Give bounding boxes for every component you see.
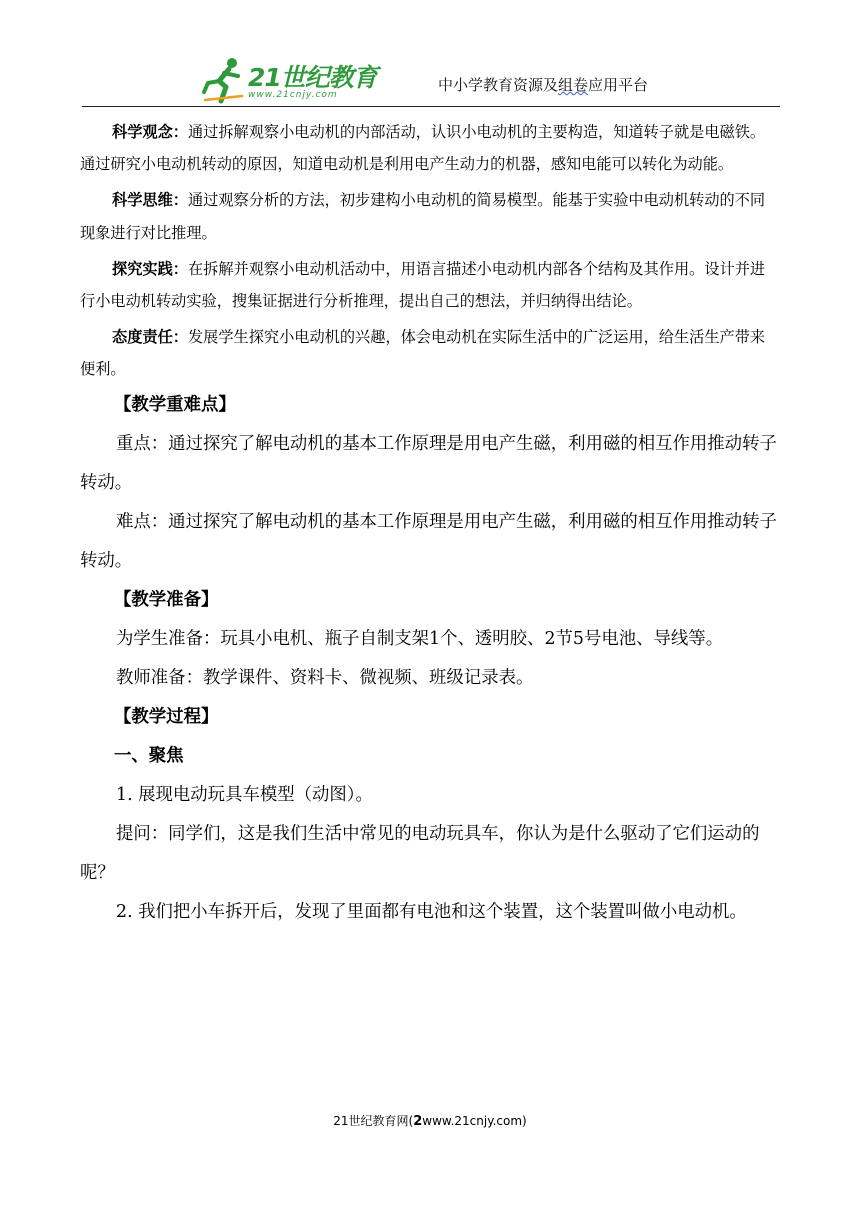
objective-science-thinking (80, 184, 780, 248)
objective-text: 在拆解并观察小电动机活动中，用语言描述小电动机内部各个结构及其作用。设计并进行小电动机转动实验，搜集证据进行分析推理，提出自己的想法，并归纳得出结论。 (80, 259, 766, 311)
document-body (80, 116, 780, 932)
heading-preparation: 【教学准备】 (114, 589, 219, 610)
heading-key-points: 【教学重难点】 (114, 394, 236, 415)
preparation-teacher: 教师准备：教学课件、资料卡、微视频、班级记录表。 (116, 667, 534, 688)
page-footer (0, 1112, 860, 1129)
footer-text-2: www.21cnjy.com) (422, 1114, 527, 1128)
tagline-part-1: 中小学教育资源及 (438, 76, 559, 94)
tagline-part-3: 应用平台 (588, 76, 649, 94)
objective-label: 科学思维： (112, 191, 188, 210)
process-item-1: 1. 展现电动玩具车模型（动图）。 (116, 784, 373, 805)
objective-inquiry-practice (80, 253, 780, 317)
objective-science-concept (80, 116, 780, 180)
running-figure-icon (202, 56, 246, 104)
objective-attitude (80, 321, 780, 385)
process-item-2: 2. 我们把小车拆开后，发现了里面都有电池和这个装置，这个装置叫做小电动机。 (116, 901, 747, 922)
preparation-students: 为学生准备：玩具小电机、瓶子自制支架1个、透明胶、2节5号电池、导线等。 (116, 628, 724, 649)
logo-title: 21世纪教育 (248, 63, 377, 92)
header-divider (82, 106, 780, 107)
tagline-part-2: 组卷 (558, 76, 589, 94)
header-tagline (438, 74, 648, 95)
objective-label: 态度责任： (112, 328, 188, 347)
key-point-focus: 重点：通过探究了解电动机的基本工作原理是用电产生磁，利用磁的相互作用推动转子转动。 (80, 433, 777, 493)
objective-text: 通过观察分析的方法，初步建构小电动机的简易模型。能基于实验中电动机转动的不同现象进行对比推理。 (80, 191, 766, 242)
page-header (82, 52, 780, 108)
objective-label: 探究实践： (112, 259, 188, 278)
objective-text: 通过拆解观察小电动机的内部活动，认识小电动机的主要构造，知道转子就是电磁铁。通过研究小电动机转动的原因，知道电动机是利用电产生动力的机器，感知电能可以转化为动能。 (80, 123, 766, 174)
key-point-difficulty: 难点：通过探究了解电动机的基本工作原理是用电产生磁，利用磁的相互作用推动转子转动。 (80, 511, 777, 571)
subheading-focus: 一、聚焦 (114, 745, 184, 766)
process-question: 提问：同学们，这是我们生活中常见的电动玩具车，你认为是什么驱动了它们运动的呢？ (80, 823, 760, 883)
objective-label: 科学观念： (112, 123, 188, 141)
logo-url: www.21cnjy.com (248, 90, 338, 100)
footer-text-1: 21世纪教育网( (333, 1114, 414, 1128)
logo (202, 52, 432, 106)
heading-process: 【教学过程】 (114, 706, 219, 727)
objective-text: 发展学生探究小电动机的兴趣，体会电动机在实际生活中的广泛运用，给生活生产带来便利。 (80, 328, 766, 379)
page-number: 2 (413, 1114, 423, 1129)
